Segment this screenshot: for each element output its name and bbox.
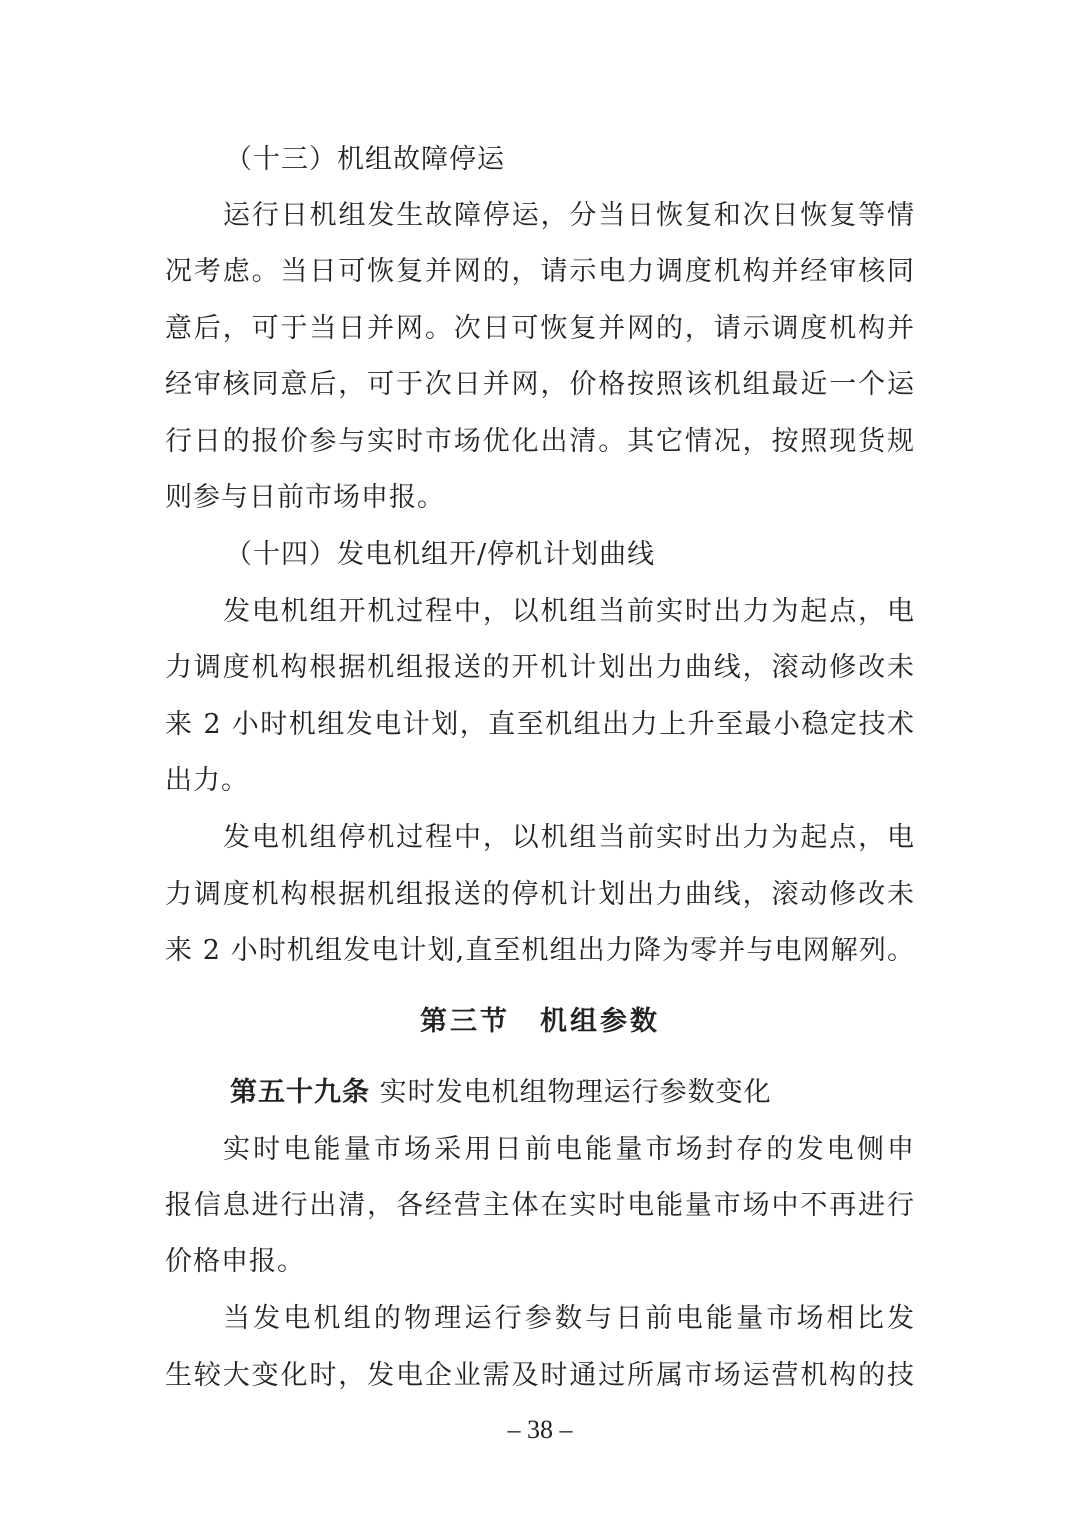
paragraph-line: 况考虑。当日可恢复并网的，请示电力调度机构并经审核同 [165,256,915,287]
article-title: 实时发电机组物理运行参数变化 [379,1077,772,1108]
paragraph-line: 发电机组停机过程中，以机组当前实时出力为起点，电 [223,822,915,853]
subheading-14: （十四）发电机组开/停机计划曲线 [225,539,656,570]
paragraph-line: 意后，可于当日并网。次日可恢复并网的，请示调度机构并 [165,313,915,344]
paragraph-line: 则参与日前市场申报。 [165,482,445,513]
paragraph-line: 来 2 小时机组发电计划,直至机组出力降为零并与电网解列。 [165,935,915,966]
paragraph-line: 运行日机组发生故障停运，分当日恢复和次日恢复等情 [223,200,915,231]
article-heading [230,1073,915,1113]
paragraph-line: 来 2 小时机组发电计划，直至机组出力上升至最小稳定技术 [165,709,915,740]
paragraph-line: 发电机组开机过程中，以机组当前实时出力为起点，电 [223,596,915,627]
section-title: 第三节 机组参数 [420,1006,660,1037]
paragraph-line: 报信息进行出清，各经营主体在实时电能量市场中不再进行 [165,1190,915,1221]
article-number: 第五十九条 [230,1077,370,1108]
paragraph-line: 当发电机组的物理运行参数与日前电能量市场相比发 [223,1303,915,1334]
paragraph-line: 经审核同意后，可于次日并网，价格按照该机组最近一个运 [165,369,915,400]
paragraph-line: 行日的报价参与实时市场优化出清。其它情况，按照现货规 [165,426,915,457]
paragraph-line: 力调度机构根据机组报送的开机计划出力曲线，滚动修改未 [165,652,915,683]
paragraph-line: 出力。 [165,765,249,796]
page-number: – 38 – [507,1415,573,1444]
paragraph-line: 价格申报。 [165,1246,305,1277]
paragraph-line: 生较大变化时，发电企业需及时通过所属市场运营机构的技 [165,1360,915,1391]
paragraph-line: 力调度机构根据机组报送的停机计划出力曲线，滚动修改未 [165,879,915,910]
paragraph-line: 实时电能量市场采用日前电能量市场封存的发电侧申 [223,1134,915,1165]
subheading-13: （十三）机组故障停运 [225,144,505,175]
